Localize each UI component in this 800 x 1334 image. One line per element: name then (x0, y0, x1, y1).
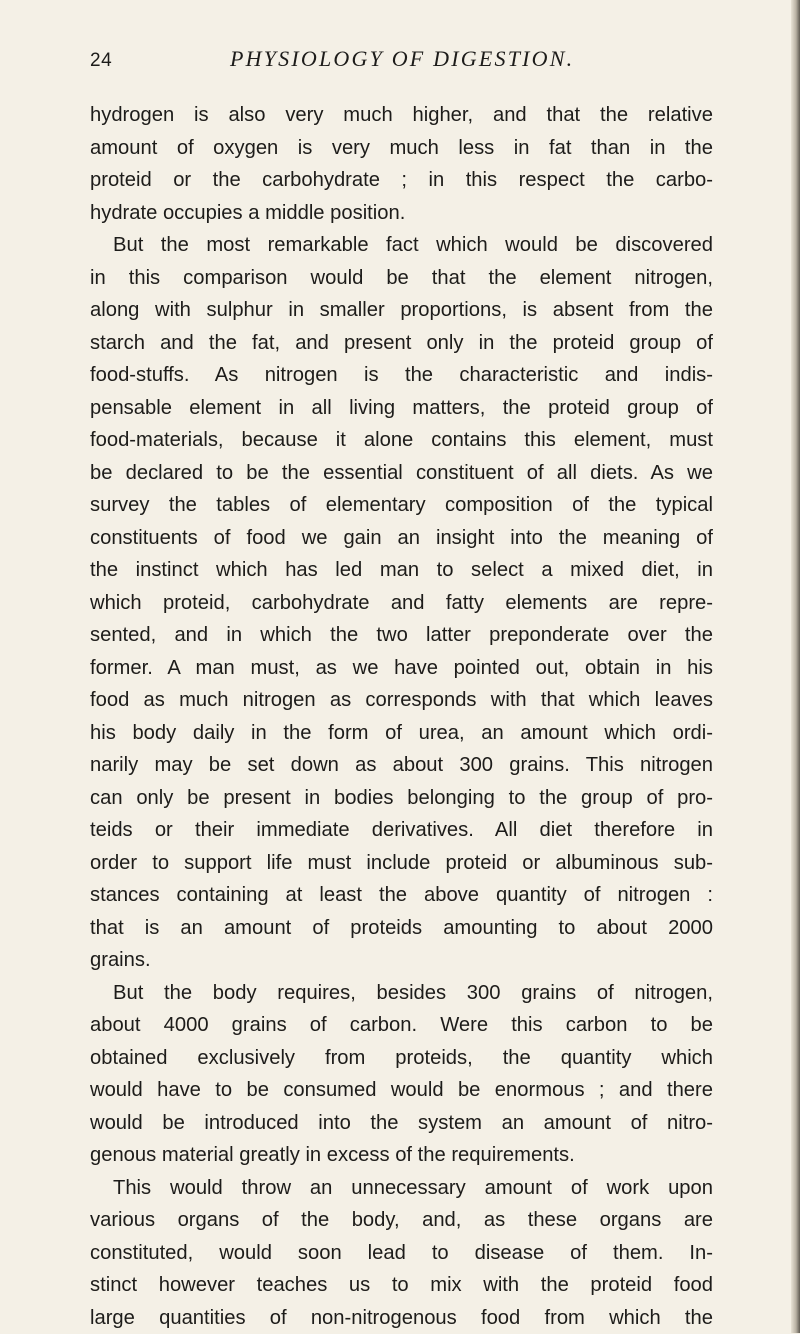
text-line: food-materials, because it alone contains this element, must (90, 424, 713, 457)
running-title: PHYSIOLOGY OF DIGESTION. (230, 46, 574, 72)
text-line: can only be present in bodies belonging to the group of pro- (90, 782, 713, 815)
text-line: order to support life must include proteid or albuminous sub- (90, 847, 713, 880)
text-line: which proteid, carbohydrate and fatty elements are repre- (90, 587, 713, 620)
text-line: narily may be set down as about 300 grains. This nitrogen (90, 749, 713, 782)
text-line: genous material greatly in excess of the requirements. (90, 1139, 713, 1172)
text-line: survey the tables of elementary composition of the typical (90, 489, 713, 522)
text-line: amount of oxygen is very much less in fat than in the (90, 132, 713, 165)
text-line: former. A man must, as we have pointed out, obtain in his (90, 652, 713, 685)
text-line: stinct however teaches us to mix with the proteid food (90, 1269, 713, 1302)
text-line: teids or their immediate derivatives. All diet therefore in (90, 814, 713, 847)
text-line: his body daily in the form of urea, an amount which ordi- (90, 717, 713, 750)
text-line: food as much nitrogen as corresponds with that which leaves (90, 684, 713, 717)
text-line: proteid or the carbohydrate ; in this respect the carbo- (90, 164, 713, 197)
text-line: stances containing at least the above quantity of nitrogen : (90, 879, 713, 912)
text-line: This would throw an unnecessary amount of work upon (90, 1172, 713, 1205)
text-line: the instinct which has led man to select a mixed diet, in (90, 554, 713, 587)
text-line: sented, and in which the two latter preponderate over the (90, 619, 713, 652)
text-line: obtained exclusively from proteids, the quantity which (90, 1042, 713, 1075)
text-line: food-stuffs. As nitrogen is the characteristic and indis- (90, 359, 713, 392)
page-header (90, 42, 710, 76)
text-line: along with sulphur in smaller proportions, is absent from the (90, 294, 713, 327)
text-line: be declared to be the essential constituent of all diets. As we (90, 457, 713, 490)
text-line: But the body requires, besides 300 grains of nitrogen, (90, 977, 713, 1010)
text-line: various organs of the body, and, as these organs are (90, 1204, 713, 1237)
body-text (90, 99, 713, 1334)
text-line: hydrogen is also very much higher, and that the relative (90, 99, 713, 132)
text-line: starch and the fat, and present only in the proteid group of (90, 327, 713, 360)
text-line: would be introduced into the system an amount of nitro- (90, 1107, 713, 1140)
text-line: grains. (90, 944, 713, 977)
text-line: would have to be consumed would be enormous ; and there (90, 1074, 713, 1107)
page-edge (791, 0, 800, 1333)
text-line: pensable element in all living matters, the proteid group of (90, 392, 713, 425)
page-number: 24 (90, 50, 112, 72)
text-line: that is an amount of proteids amounting to about 2000 (90, 912, 713, 945)
text-line: about 4000 grains of carbon. Were this carbon to be (90, 1009, 713, 1042)
text-line: constituents of food we gain an insight into the meaning of (90, 522, 713, 555)
text-line: But the most remarkable fact which would be discovered (90, 229, 713, 262)
text-line: in this comparison would be that the element nitrogen, (90, 262, 713, 295)
text-line: constituted, would soon lead to disease of them. In- (90, 1237, 713, 1270)
text-line: hydrate occupies a middle position. (90, 197, 713, 230)
text-line: large quantities of non-nitrogenous food from which the (90, 1302, 713, 1334)
